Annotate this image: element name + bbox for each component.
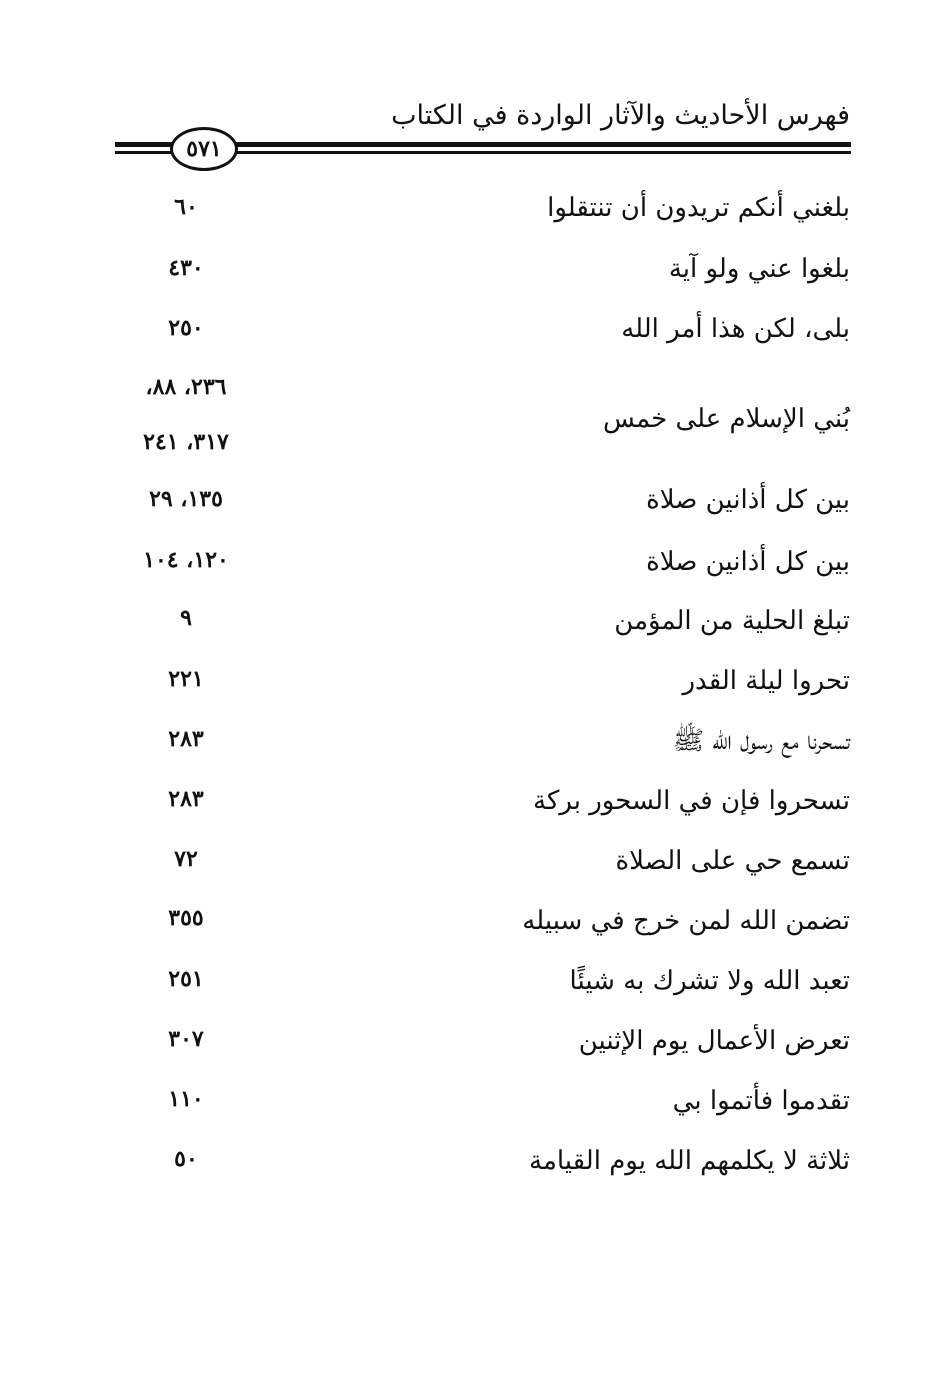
entry-pages: ٢٨٣ [168, 786, 204, 812]
entry-pages: ١١٠ [168, 1086, 204, 1112]
entry-text: تعرض الأعمال يوم الإثنين [578, 1026, 850, 1056]
entry-pages: ٩ [180, 605, 192, 631]
page-number: ٥٧١ [186, 136, 222, 162]
entry-pages: ٢٢١ [168, 666, 204, 692]
entry-text: تسحروا فإن في السحور بركة [533, 786, 850, 816]
entry-pages: ٣٥٥ [168, 905, 204, 931]
entry-pages: ٣٠٧ [168, 1026, 204, 1052]
entry-text: تضمن الله لمن خرج في سبيله [522, 906, 850, 936]
entry-pages: ٢٨٣ [168, 726, 204, 752]
entry-text: بلغوا عني ولو آية [668, 254, 850, 284]
entry-pages: ٦٠ [174, 194, 198, 220]
entry-pages-line1: ٢٣٦، ٨٨، [145, 374, 227, 400]
entry-text: تعبد الله ولا تشرك به شيئًا [569, 966, 850, 996]
entry-text: تقدموا فأتموا بي [672, 1086, 850, 1116]
entry-pages: ٢٥٠ [168, 315, 204, 341]
entry-text: تحروا ليلة القدر [682, 666, 850, 696]
entry-text: بلى، لكن هذا أمر الله [621, 314, 850, 344]
entry-pages: ٧٢ [174, 846, 198, 872]
entry-pages: ٤٣٠ [168, 255, 204, 281]
entry-pages: ٥٠ [174, 1146, 198, 1172]
entry-pages: ٢٥١ [168, 966, 204, 992]
entry-pages: ١٣٥، ٢٩ [149, 486, 223, 512]
page-header-title: فهرس الأحاديث والآثار الواردة في الكتاب [391, 100, 850, 131]
entry-text: تبلغ الحلية من المؤمن [614, 606, 850, 636]
entry-text: بلغني أنكم تريدون أن تنتقلوا [547, 193, 850, 223]
entry-text: تسحرنا مع رسول الله ﷺ [672, 726, 850, 756]
entry-text: بين كل أذانين صلاة [646, 547, 850, 577]
entry-pages: ١٢٠، ١٠٤ [143, 547, 229, 573]
entry-text: بين كل أذانين صلاة [646, 485, 850, 515]
entry-text: ثلاثة لا يكلمهم الله يوم القيامة [529, 1146, 850, 1176]
entry-text: تسمع حي على الصلاة [615, 846, 850, 876]
entry-text: بُني الإسلام على خمس [602, 404, 850, 434]
entry-pages-line2: ٣١٧، ٢٤١ [143, 429, 229, 455]
